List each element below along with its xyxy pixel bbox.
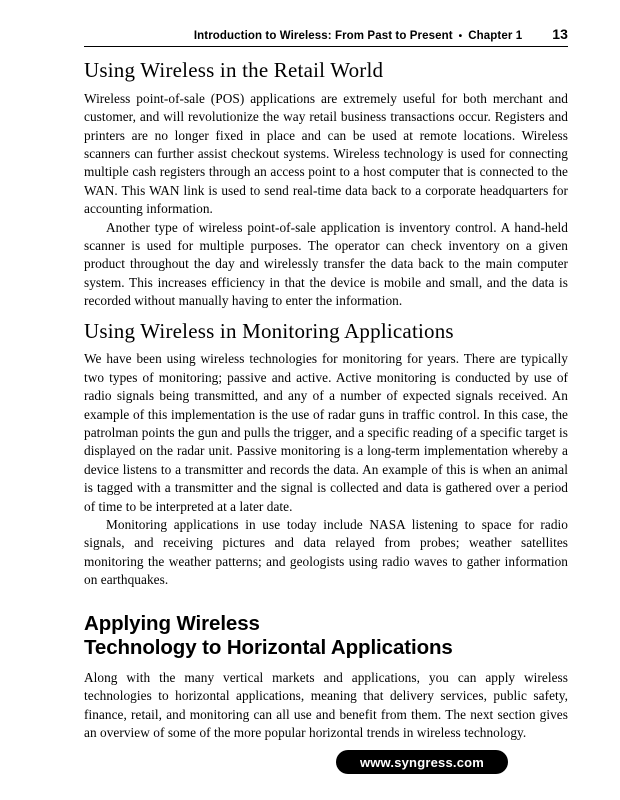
paragraph-retail-2: Another type of wireless point-of-sale application is inventory control. A hand-held scanner is used for multiple purposes. The operator can check inventory on a given product throughout the day and wirelessly transfer the data back to the main computer system. This increases efficiency in that the device is mobile and small, and the data is recorded without manually having to enter the information. — [84, 219, 568, 309]
header-book-title: Introduction to Wireless: From Past to Present — [193, 30, 453, 42]
page-number: 13 — [552, 26, 568, 42]
section-heading-monitoring: Using Wireless in Monitoring Applications — [84, 318, 454, 343]
heading-line-1: Applying Wireless — [84, 611, 260, 635]
page-header — [84, 26, 568, 42]
heading-line-2: Technology to Horizontal Applications — [84, 635, 453, 659]
paragraph-monitoring-2: Monitoring applications in use today include NASA listening to space for radio signals, and receiving pictures and data relayed from probes; weather satellites monitoring the weather patterns; and geologists using radio waves to gather information on earthquakes. — [84, 517, 568, 588]
header-chapter-label: Chapter 1 — [468, 30, 523, 42]
section-heading-retail: Using Wireless in the Retail World — [84, 58, 384, 82]
header-separator-bullet: • — [458, 31, 463, 42]
paragraph-horizontal-1: Along with the many vertical markets and applications, you can apply wireless technologies to horizontal applications, meaning that delivery services, public safety, finance, retail, and monitoring can all use and benefit from them. The next section gives an overview of some of the more popular horizontal trends in wireless technology. — [84, 670, 568, 741]
footer-url-badge[interactable] — [336, 750, 508, 774]
page-content — [84, 56, 568, 743]
paragraph-monitoring-1: We have been using wireless technologies for monitoring for years. There are typically two types of monitoring; passive and active. Active monitoring is conducted by use of radio signals being transmitted, and any of a number of expected signals received. An example of this implementation is the use of radar guns in traffic control. In this case, the patrolman points the gun and pulls the trigger, and a specific reading of a specific target is displayed on the radar unit. Passive monitoring is a long-term implementation whereby a device listens to a transmitter and records the data. An example of this is when an animal is tagged with a transmitter and the signal is collected and data is gathered over a period of time to be interpreted at a later date. — [84, 351, 568, 514]
footer-url-text: www.syngress.com — [359, 754, 485, 770]
header-divider — [84, 46, 568, 47]
section-heading-horizontal — [84, 612, 568, 660]
paragraph-retail-1: Wireless point-of-sale (POS) applications are extremely useful for both merchant and customer, and will revolutionize the way retail business transactions occur. Registers and printers are no longer fixed in place and can be used at remote locations. Wireless scanners can further assist checkout systems. Wireless technology is used for connecting multiple cash registers through an access point to a host computer that is connected to the WAN. This WAN link is used to send real-time data back to a corporate headquarters for accounting information. — [84, 90, 568, 217]
